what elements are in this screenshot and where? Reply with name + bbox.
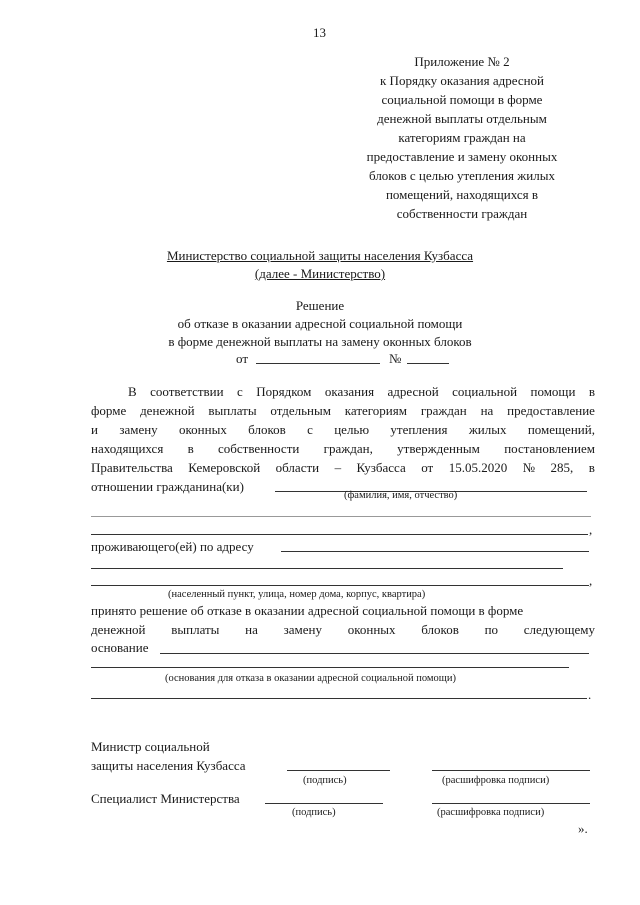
comma: ,: [589, 573, 593, 588]
ministry-name: Министерство социальной защиты населения Кузбасса: [166, 248, 474, 263]
body-line: В соответствии с Порядком оказания адресной социальной помощи в: [128, 384, 595, 399]
decision-subtitle: об отказе в оказании адресной социальной помощи: [177, 316, 463, 331]
address-caption: (населенный пункт, улица, номер дома, корпус, квартира): [168, 589, 426, 600]
date-label: от: [236, 351, 249, 366]
number-field[interactable]: [407, 363, 449, 364]
address-field-cont[interactable]: [91, 568, 563, 569]
address-field-cont[interactable]: [91, 585, 589, 586]
minister-signature-field[interactable]: [287, 770, 390, 771]
appendix-line: к Порядку оказания адресной: [379, 73, 545, 88]
decision-title: Решение: [295, 298, 345, 313]
period: .: [588, 687, 592, 702]
address-field[interactable]: [281, 551, 589, 552]
signature-caption: (подпись): [303, 775, 347, 786]
appendix-line: денежной выплаты отдельным: [377, 111, 547, 126]
refusal-line: денежной выплаты на замену оконных блоков по следующему: [91, 622, 595, 637]
page-number: 13: [313, 25, 326, 40]
reason-field[interactable]: [160, 653, 589, 654]
refusal-line: принято решение об отказе в оказании адресной социальной помощи в форме: [91, 603, 524, 618]
address-label: проживающего(ей) по адресу: [91, 539, 254, 554]
specialist-signature-field[interactable]: [265, 803, 383, 804]
body-line: находящихся в собственности граждан, утвержденным постановлением: [91, 441, 595, 456]
body-line: Правительства Кемеровской области – Кузбасса от 15.05.2020 № 285, в: [91, 460, 595, 475]
signature-caption: (подпись): [292, 807, 336, 818]
date-field[interactable]: [256, 363, 380, 364]
citizen-label: отношении гражданина(ки): [91, 479, 244, 494]
minister-title: защиты населения Кузбасса: [91, 758, 246, 773]
reason-label: основание: [91, 640, 149, 655]
specialist-title: Специалист Министерства: [91, 791, 240, 806]
closing-quote: ».: [578, 821, 588, 836]
reason-field-cont[interactable]: [91, 698, 587, 699]
comma: ,: [589, 522, 593, 537]
reason-field-cont[interactable]: [91, 667, 569, 668]
appendix-line: предоставление и замену оконных: [366, 149, 558, 164]
specialist-decode-field[interactable]: [432, 803, 590, 804]
fio-caption: (фамилия, имя, отчество): [344, 490, 458, 501]
body-line: форме денежной выплаты отдельным категориям граждан на предоставление: [91, 403, 595, 418]
ministry-short: (далее - Министерство): [254, 266, 386, 281]
minister-title: Министр социальной: [91, 739, 210, 754]
citizen-name-field-cont[interactable]: [91, 516, 591, 517]
number-label: №: [389, 351, 402, 366]
appendix-line: собственности граждан: [396, 206, 528, 221]
minister-decode-field[interactable]: [432, 770, 590, 771]
decision-subtitle: в форме денежной выплаты на замену оконных блоков: [168, 334, 472, 349]
appendix-line: категориям граждан на: [398, 130, 526, 145]
body-line: и замену оконных блоков с целью утепления жилых помещений,: [91, 422, 595, 437]
reason-caption: (основания для отказа в оказании адресной социальной помощи): [165, 673, 456, 684]
appendix-line: помещений, находящихся в: [385, 187, 539, 202]
appendix-line: социальной помощи в форме: [381, 92, 543, 107]
decode-caption: (расшифровка подписи): [437, 807, 545, 818]
citizen-name-field-cont[interactable]: [91, 534, 588, 535]
appendix-line: Приложение № 2: [414, 54, 510, 69]
decode-caption: (расшифровка подписи): [442, 775, 550, 786]
appendix-line: блоков с целью утепления жилых: [369, 168, 555, 183]
